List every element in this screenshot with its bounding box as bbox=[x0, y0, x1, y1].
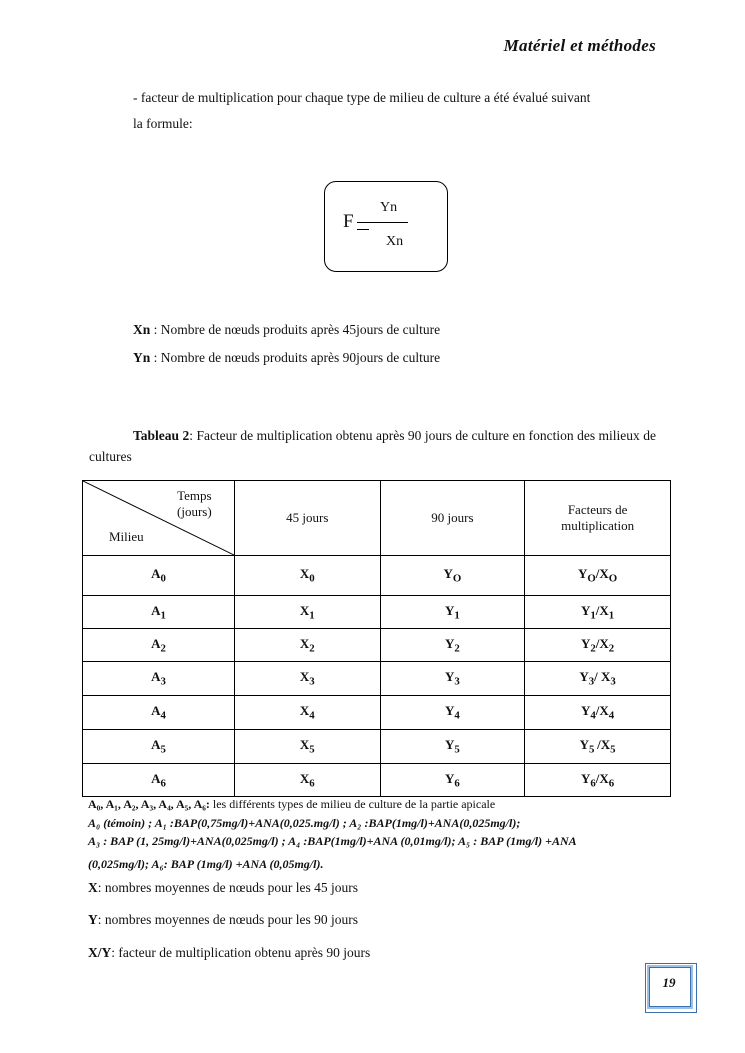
definition-xn bbox=[133, 322, 440, 338]
cell-y: $Y_5$ bbox=[380, 730, 525, 764]
cell-x: $X_5$ bbox=[235, 730, 381, 764]
intro-line-1: - facteur de multiplication pour chaque type de milieu de culture a été évalué suivant bbox=[133, 90, 591, 105]
cell-x: $X_4$ bbox=[235, 696, 381, 730]
corner-milieu-label: Milieu bbox=[109, 529, 144, 544]
table-row bbox=[83, 696, 671, 730]
corner-temps-line1: Temps bbox=[177, 488, 212, 503]
page-number: 19 bbox=[662, 975, 676, 990]
formula-numerator: Yn bbox=[380, 200, 398, 215]
note-x bbox=[88, 880, 358, 896]
cell-factor: $Y_2/X_2$ bbox=[525, 629, 671, 662]
legend-line-4 bbox=[88, 857, 658, 872]
cell-x: $X_6$ bbox=[235, 764, 381, 797]
note-y bbox=[88, 912, 358, 928]
header-facteurs-line2: multiplication bbox=[561, 518, 635, 533]
legend-line-2 bbox=[88, 816, 658, 831]
cell-milieu: $A_6$ bbox=[83, 764, 235, 797]
cell-y: $Y_1$ bbox=[380, 596, 525, 629]
cell-y: $Y_4$ bbox=[380, 696, 525, 730]
table-row bbox=[83, 730, 671, 764]
header-facteurs bbox=[525, 481, 671, 556]
header-45-jours: 45 jours bbox=[235, 481, 381, 556]
cell-factor: $Y_5$ $/X_5$ bbox=[525, 730, 671, 764]
header-90-jours: 90 jours bbox=[380, 481, 525, 556]
definition-yn bbox=[133, 350, 440, 366]
definition-text: : Nombre de nœuds produits après 90jours de culture bbox=[150, 350, 441, 365]
legend-media-desc: les différents types de milieu de culture de la partie apicale bbox=[209, 797, 496, 811]
page-number-badge bbox=[645, 963, 697, 1013]
cell-milieu: $A_5$ bbox=[83, 730, 235, 764]
table-caption bbox=[89, 426, 656, 467]
cell-factor: $Y_1/X_1$ bbox=[525, 596, 671, 629]
formula-lhs: F bbox=[343, 211, 354, 232]
cell-milieu: $A_3$ bbox=[83, 662, 235, 696]
table-row bbox=[83, 596, 671, 629]
note-term: X/Y bbox=[88, 945, 112, 960]
table-row bbox=[83, 764, 671, 797]
cell-x: $X_0$ bbox=[235, 556, 381, 596]
corner-header-cell bbox=[83, 481, 235, 556]
definition-text: : Nombre de nœuds produits après 45jours de culture bbox=[150, 322, 441, 337]
formula-denominator: Xn bbox=[386, 234, 404, 249]
cell-milieu: $A_1$ bbox=[83, 596, 235, 629]
cell-factor: $Y_3/$ $X_3$ bbox=[525, 662, 671, 696]
note-text: : nombres moyennes de nœuds pour les 45 jours bbox=[97, 880, 358, 895]
note-xy bbox=[88, 945, 370, 961]
cell-x: $X_2$ bbox=[235, 629, 381, 662]
page-header-title: Matériel et méthodes bbox=[503, 36, 656, 55]
note-term: Y bbox=[88, 912, 98, 927]
note-text: : nombres moyennes de nœuds pour les 90 jours bbox=[97, 912, 358, 927]
legend-composition-2: A₃ : BAP (1, 25mg/l)+ANA(0,025mg/l) ; A₄ :BAP(1mg/l)+ANA (0,01mg/l); A₅ : BAP (1mg/l) +ANA bbox=[88, 834, 577, 848]
legend-line-1 bbox=[88, 797, 658, 812]
legend-media-list: A₀, A₁, A₂, A₃, A₄, A₅, A₆: bbox=[88, 797, 210, 811]
cell-x: $X_3$ bbox=[235, 662, 381, 696]
corner-temps-label bbox=[177, 488, 212, 520]
intro-paragraph bbox=[133, 85, 656, 137]
cell-y: $Y_6$ bbox=[380, 764, 525, 797]
cell-milieu: $A_4$ bbox=[83, 696, 235, 730]
cell-y: $Y_3$ bbox=[380, 662, 525, 696]
table-row bbox=[83, 662, 671, 696]
table-row bbox=[83, 629, 671, 662]
definition-term: Yn bbox=[133, 350, 151, 365]
note-text: : facteur de multiplication obtenu après 90 jours bbox=[111, 945, 371, 960]
note-term: X bbox=[88, 880, 98, 895]
cell-x: $X_1$ bbox=[235, 596, 381, 629]
cell-factor: $Y_4/X_4$ bbox=[525, 696, 671, 730]
definition-term: Xn bbox=[133, 322, 151, 337]
cell-milieu: $A_0$ bbox=[83, 556, 235, 596]
table-header-row bbox=[83, 481, 671, 556]
formula-fraction-bar bbox=[368, 222, 408, 223]
multiplication-factor-table bbox=[82, 480, 671, 797]
legend-line-3 bbox=[88, 834, 658, 849]
formula-equals-sign bbox=[357, 222, 369, 230]
cell-y: $Y_2$ bbox=[380, 629, 525, 662]
cell-milieu: $A_2$ bbox=[83, 629, 235, 662]
table-row bbox=[83, 556, 671, 596]
header-facteurs-line1: Facteurs de bbox=[567, 502, 628, 517]
cell-factor: $Y_O/X_O$ bbox=[525, 556, 671, 596]
intro-line-2: la formule: bbox=[133, 116, 193, 131]
legend-composition-1: A₀ (témoin) ; A₁ :BAP(0,75mg/l)+ANA(0,025.mg/l) ; A₂ :BAP(1mg/l)+ANA(0,025mg/l); bbox=[88, 816, 521, 830]
caption-label: Tableau 2 bbox=[133, 428, 190, 443]
caption-text: : Facteur de multiplication obtenu après 90 jours de culture en fonction des milieux de cultures bbox=[89, 428, 656, 464]
cell-y: $Y_O$ bbox=[380, 556, 525, 596]
legend-composition-3: (0,025mg/l); A₆: BAP (1mg/l) +ANA (0,05mg/l). bbox=[88, 857, 324, 871]
cell-factor: $Y_6/X_6$ bbox=[525, 764, 671, 797]
corner-temps-line2: (jours) bbox=[177, 504, 212, 519]
